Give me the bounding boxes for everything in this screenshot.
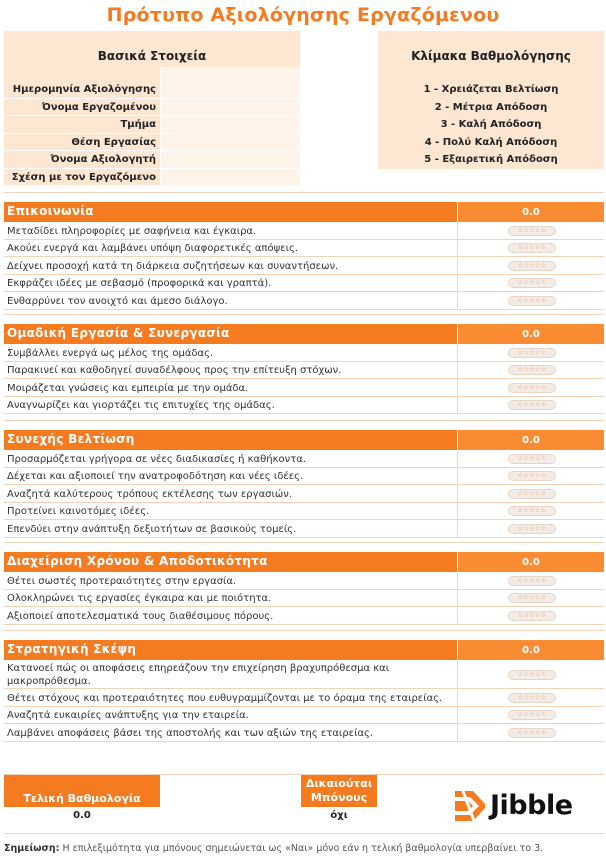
criterion-row bbox=[4, 257, 604, 275]
section-score: 0.0 bbox=[457, 552, 604, 572]
rating-cell bbox=[457, 503, 605, 520]
star-rating-control[interactable]: ☆☆☆☆☆ bbox=[508, 728, 556, 738]
section-title: Συνεχής Βελτίωση bbox=[7, 432, 135, 446]
rating-cell bbox=[457, 572, 605, 589]
criterion-text: Συμβάλλει ενεργά ως μέλος της ομάδας. bbox=[7, 347, 214, 359]
rating-cell bbox=[457, 222, 605, 239]
section-score: 0.0 bbox=[457, 640, 604, 660]
criterion-row bbox=[4, 275, 604, 293]
criterion-text: Επενδύει στην ανάπτυξη δεξιοτήτων σε βασικούς τομείς. bbox=[7, 523, 297, 535]
bonus-eligible-label: Δικαιούται Μπόνους bbox=[305, 777, 373, 804]
basic-field-label: Θέση Εργασίας bbox=[4, 134, 160, 152]
star-rating-control[interactable]: ☆☆☆☆☆ bbox=[508, 576, 556, 586]
star-rating-control[interactable]: ☆☆☆☆☆ bbox=[508, 471, 556, 481]
section-header bbox=[4, 640, 604, 660]
section-header bbox=[4, 202, 604, 222]
star-rating-control[interactable]: ☆☆☆☆☆ bbox=[508, 348, 556, 358]
total-score-label: Τελική Βαθμολογία bbox=[23, 792, 141, 805]
criterion-row bbox=[4, 450, 604, 468]
rating-scale-item: 4 - Πολύ Καλή Απόδοση bbox=[378, 134, 604, 153]
rating-cell bbox=[457, 257, 605, 274]
spacer-bar bbox=[378, 31, 604, 45]
star-rating-control[interactable]: ☆☆☆☆☆ bbox=[508, 524, 556, 534]
rating-cell bbox=[457, 660, 605, 688]
rating-cell bbox=[457, 607, 605, 624]
rating-cell bbox=[457, 344, 605, 361]
section-title: Διαχείριση Χρόνου & Αποδοτικότητα bbox=[7, 554, 268, 568]
basic-spacer bbox=[4, 67, 300, 81]
basic-field-label: Όνομα Αξιολογητή bbox=[4, 151, 160, 169]
criterion-text: Κατανοεί πώς οι αποφάσεις επηρεάζουν την επιχείρηση βραχυπρόθεσμα και μακροπρόθεσμα. bbox=[7, 663, 390, 687]
total-score-header bbox=[4, 775, 160, 807]
rating-scale-item: 2 - Μέτρια Απόδοση bbox=[378, 99, 604, 118]
rating-cell bbox=[457, 590, 605, 607]
basic-info-heading: Βασικά Στοιχεία bbox=[4, 45, 300, 67]
criterion-row bbox=[4, 724, 604, 742]
star-rating-control[interactable]: ☆☆☆☆☆ bbox=[508, 400, 556, 410]
rating-scale-item: 1 - Χρειάζεται Βελτίωση bbox=[378, 81, 604, 100]
criterion-row bbox=[4, 292, 604, 310]
basic-field-input[interactable] bbox=[161, 169, 300, 187]
jibble-logo bbox=[452, 789, 602, 823]
rating-cell bbox=[457, 468, 605, 485]
basic-field-label: Όνομα Εργαζομένου bbox=[4, 99, 160, 117]
criterion-text: Εκφράζει ιδέες με σεβασμό (προφορικά και γραπτά). bbox=[7, 278, 272, 289]
criterion-text: Προσαρμόζεται γρήγορα σε νέες διαδικασίες ή καθήκοντα. bbox=[7, 453, 306, 465]
star-rating-control[interactable]: ☆☆☆☆☆ bbox=[508, 506, 556, 516]
criterion-text: Μοιράζεται γνώσεις και εμπειρία με την ομάδα. bbox=[7, 382, 249, 394]
criterion-text: Μεταδίδει πληροφορίες με σαφήνεια και έγκαιρα. bbox=[7, 225, 257, 237]
criterion-text: Ενθαρρύνει τον ανοιχτό και άμεσο διάλογο. bbox=[7, 295, 228, 307]
scale-spacer bbox=[378, 67, 604, 81]
criterion-row bbox=[4, 379, 604, 397]
section-divider bbox=[4, 192, 604, 193]
criterion-text: Λαμβάνει αποφάσεις βάσει της αποστολής και των αξιών της εταιρείας. bbox=[7, 727, 374, 739]
criterion-text: Ολοκληρώνει τις εργασίες έγκαιρα και με ποιότητα. bbox=[7, 593, 272, 604]
section-score: 0.0 bbox=[457, 202, 604, 222]
section-header bbox=[4, 552, 604, 572]
rating-cell bbox=[457, 450, 605, 467]
criterion-row bbox=[4, 344, 604, 362]
criterion-text: Θέτει στόχους και προτεραιότητες που ευθυγραμμίζονται με το όραμα της εταιρείας. bbox=[7, 692, 443, 704]
criterion-text: Αξιοποιεί αποτελεσματικά τους διαθέσιμους πόρους. bbox=[7, 610, 274, 622]
star-rating-control[interactable]: ☆☆☆☆☆ bbox=[508, 278, 556, 288]
basic-field-input[interactable] bbox=[161, 81, 300, 99]
criterion-row bbox=[4, 503, 604, 521]
rating-cell bbox=[457, 689, 605, 706]
criterion-text: Δέχεται και αξιοποιεί την ανατροφοδότηση και νέες ιδέες. bbox=[7, 471, 304, 482]
basic-field-label: Ημερομηνία Αξιολόγησης bbox=[4, 81, 160, 99]
rating-cell bbox=[457, 397, 605, 414]
section-title: Ομαδική Εργασία & Συνεργασία bbox=[7, 326, 230, 340]
criterion-row bbox=[4, 590, 604, 608]
section-divider bbox=[4, 420, 604, 421]
star-rating-control[interactable]: ☆☆☆☆☆ bbox=[508, 383, 556, 393]
criterion-text: Ακούει ενεργά και λαμβάνει υπόψη διαφορετικές απόψεις. bbox=[7, 243, 299, 254]
page-title: Πρότυπο Αξιολόγησης Εργαζόμενου bbox=[106, 4, 500, 26]
rating-scale-item: 3 - Καλή Απόδοση bbox=[378, 116, 604, 135]
criterion-row bbox=[4, 520, 604, 538]
section-score: 0.0 bbox=[457, 324, 604, 344]
rating-cell bbox=[457, 707, 605, 724]
section-title: Στρατηγική Σκέψη bbox=[7, 642, 137, 656]
footnote-text: Η επιλεξιμότητα για μπόνους σημειώνεται ως «Ναι» μόνο εάν η τελική βαθμολογία υπερβαίνει το 3. bbox=[62, 843, 544, 854]
rating-cell bbox=[457, 379, 605, 396]
star-rating-control[interactable]: ☆☆☆☆☆ bbox=[508, 710, 556, 720]
rating-cell bbox=[457, 362, 605, 379]
rating-scale-heading: Κλίμακα Βαθμολόγησης bbox=[378, 45, 604, 67]
footnote-label: Σημείωση: bbox=[4, 843, 60, 854]
spacer-bar bbox=[4, 31, 300, 45]
section-title: Επικοινωνία bbox=[7, 204, 94, 218]
star-rating-control[interactable]: ☆☆☆☆☆ bbox=[508, 693, 556, 703]
star-rating-control[interactable]: ☆☆☆☆☆ bbox=[508, 365, 556, 375]
star-rating-control[interactable]: ☆☆☆☆☆ bbox=[508, 226, 556, 236]
rating-cell bbox=[457, 520, 605, 537]
star-rating-control[interactable]: ☆☆☆☆☆ bbox=[508, 243, 556, 253]
section-header bbox=[4, 324, 604, 344]
bonus-eligible-header bbox=[301, 775, 377, 807]
criterion-row bbox=[4, 240, 604, 258]
basic-field-label: Τμήμα bbox=[4, 116, 160, 134]
star-rating-control[interactable]: ☆☆☆☆☆ bbox=[508, 670, 556, 680]
star-rating-control[interactable]: ☆☆☆☆☆ bbox=[508, 261, 556, 271]
criterion-text: Αναζητά καλύτερους τρόπους εκτέλεσης των εργασιών. bbox=[7, 488, 293, 500]
total-score-value: 0.0 bbox=[73, 810, 91, 821]
criterion-text: Αναγνωρίζει και γιορτάζει τις επιτυχίες της ομάδας. bbox=[7, 400, 275, 411]
bonus-eligible-value: όχι bbox=[330, 810, 348, 821]
criterion-row bbox=[4, 468, 604, 486]
rating-cell bbox=[457, 240, 605, 257]
basic-field-input[interactable] bbox=[161, 99, 300, 117]
star-rating-control[interactable]: ☆☆☆☆☆ bbox=[508, 296, 556, 306]
rating-scale-item: 5 - Εξαιρετική Απόδοση bbox=[378, 151, 604, 170]
rating-cell bbox=[457, 724, 605, 741]
criterion-row bbox=[4, 572, 604, 590]
criterion-row bbox=[4, 660, 604, 689]
section-divider bbox=[4, 314, 604, 315]
rating-cell bbox=[457, 275, 605, 292]
star-rating-control[interactable]: ☆☆☆☆☆ bbox=[508, 454, 556, 464]
criterion-row bbox=[4, 397, 604, 415]
star-rating-control[interactable]: ☆☆☆☆☆ bbox=[508, 489, 556, 499]
criterion-text: Παρακινεί και καθοδηγεί συναδέλφους προς την επίτευξη στόχων. bbox=[7, 365, 342, 376]
criterion-row bbox=[4, 689, 604, 707]
criterion-text: Δείχνει προσοχή κατά τη διάρκεια συζητήσεων και συναντήσεων. bbox=[7, 260, 339, 272]
basic-field-input[interactable] bbox=[161, 134, 300, 152]
star-rating-control[interactable]: ☆☆☆☆☆ bbox=[508, 593, 556, 603]
section-score: 0.0 bbox=[457, 430, 604, 450]
criterion-row bbox=[4, 362, 604, 380]
criterion-text: Προτείνει καινοτόμες ιδέες. bbox=[7, 506, 150, 517]
jibble-logo-icon bbox=[452, 789, 488, 823]
section-divider bbox=[4, 542, 604, 543]
divider bbox=[4, 833, 604, 834]
basic-field-label: Σχέση με τον Εργαζόμενο bbox=[4, 169, 160, 187]
basic-field-input[interactable] bbox=[161, 116, 300, 134]
criterion-row bbox=[4, 607, 604, 625]
footnote bbox=[4, 843, 543, 854]
criterion-text: Αναζητά ευκαιρίες ανάπτυξης για την εταιρεία. bbox=[7, 710, 249, 721]
criterion-row bbox=[4, 485, 604, 503]
section-divider bbox=[4, 630, 604, 631]
criterion-text: Θέτει σωστές προτεραιότητες στην εργασία. bbox=[7, 575, 237, 587]
basic-field-input[interactable] bbox=[161, 151, 300, 169]
star-rating-control[interactable]: ☆☆☆☆☆ bbox=[508, 611, 556, 621]
criterion-row bbox=[4, 707, 604, 725]
rating-cell bbox=[457, 292, 605, 309]
criterion-row bbox=[4, 222, 604, 240]
jibble-logo-text: Jibble bbox=[490, 790, 573, 821]
rating-cell bbox=[457, 485, 605, 502]
section-header bbox=[4, 430, 604, 450]
